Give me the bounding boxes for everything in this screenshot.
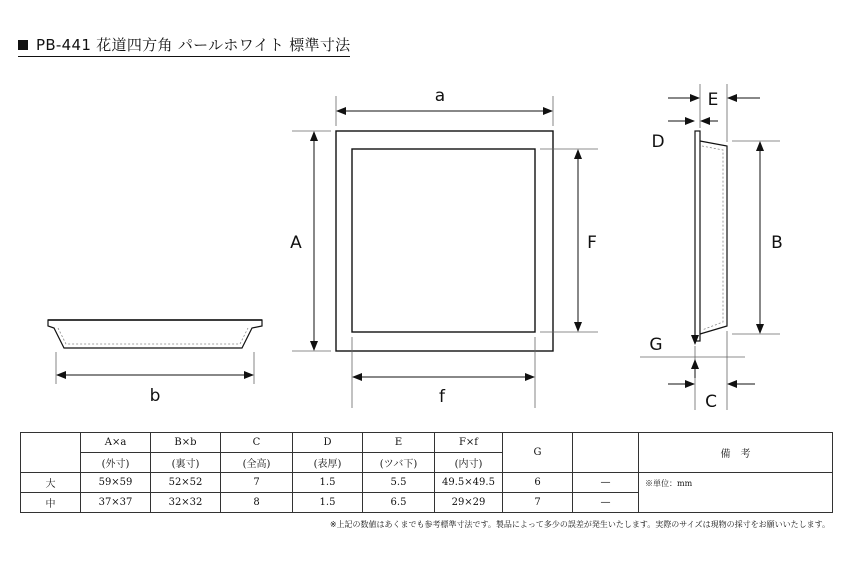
- table-cell: 7: [221, 473, 293, 493]
- label-B: B: [771, 233, 783, 253]
- header-cell: D: [293, 433, 363, 453]
- footnote: ※上記の数値はあくまでも参考標準寸法です。製品によって多少の誤差が発生いたします。実際のサイズは現物の採寸をお願いいたします。: [329, 520, 830, 529]
- side-view: [640, 84, 783, 412]
- label-f: f: [439, 387, 445, 407]
- table-cell: 59×59: [81, 473, 151, 493]
- table-cell: 1.5: [293, 473, 363, 493]
- front-view: [290, 86, 598, 408]
- label-C: C: [705, 392, 717, 412]
- spec-table: [20, 432, 833, 513]
- table-header-row-1: [21, 433, 833, 453]
- header-cell: B×b: [151, 433, 221, 453]
- table-cell: 37×37: [81, 493, 151, 513]
- header-cell-g: G: [503, 433, 573, 473]
- table-cell: 6: [503, 473, 573, 493]
- outer-frame: [336, 131, 553, 351]
- header-remark: 備 考: [639, 433, 833, 473]
- header-sub-cell: (全高): [221, 453, 293, 473]
- remark-cell: ※単位：mm: [639, 473, 833, 513]
- label-G: G: [649, 335, 663, 355]
- table-cell: 52×52: [151, 473, 221, 493]
- header-cell: C: [221, 433, 293, 453]
- label-D: D: [651, 132, 665, 152]
- header-sub-cell: (ツバ下): [363, 453, 435, 473]
- table-cell: 8: [221, 493, 293, 513]
- header-sub-cell: (外寸): [81, 453, 151, 473]
- table-cell: 49.5×49.5: [435, 473, 503, 493]
- label-E: E: [707, 90, 719, 110]
- table-cell: 32×32: [151, 493, 221, 513]
- header-cell: E: [363, 433, 435, 453]
- header-cell: A×a: [81, 433, 151, 453]
- table-cell: 1.5: [293, 493, 363, 513]
- table-cell: 6.5: [363, 493, 435, 513]
- table-cell: —: [573, 493, 639, 513]
- table-cell: —: [573, 473, 639, 493]
- table-row: [21, 473, 833, 493]
- table-cell: 5.5: [363, 473, 435, 493]
- header-sub-cell: (表厚): [293, 453, 363, 473]
- label-F: F: [587, 233, 597, 253]
- label-A: A: [290, 233, 302, 253]
- table-cell: 29×29: [435, 493, 503, 513]
- header-blank: [21, 433, 81, 473]
- inner-opening: [352, 149, 535, 332]
- row-size: 大: [21, 473, 81, 493]
- label-b: b: [149, 386, 161, 406]
- row-size: 中: [21, 493, 81, 513]
- side-flange: [695, 131, 700, 341]
- table-cell: 7: [503, 493, 573, 513]
- header-sub-cell: (内寸): [435, 453, 503, 473]
- header-blank-2: [573, 433, 639, 473]
- header-cell: F×f: [435, 433, 503, 453]
- title-text: PB-441 花道四方角 パールホワイト 標準寸法: [36, 36, 351, 54]
- header-sub-cell: (裏寸): [151, 453, 221, 473]
- bottom-profile-view: [48, 320, 262, 406]
- label-a: a: [434, 86, 446, 106]
